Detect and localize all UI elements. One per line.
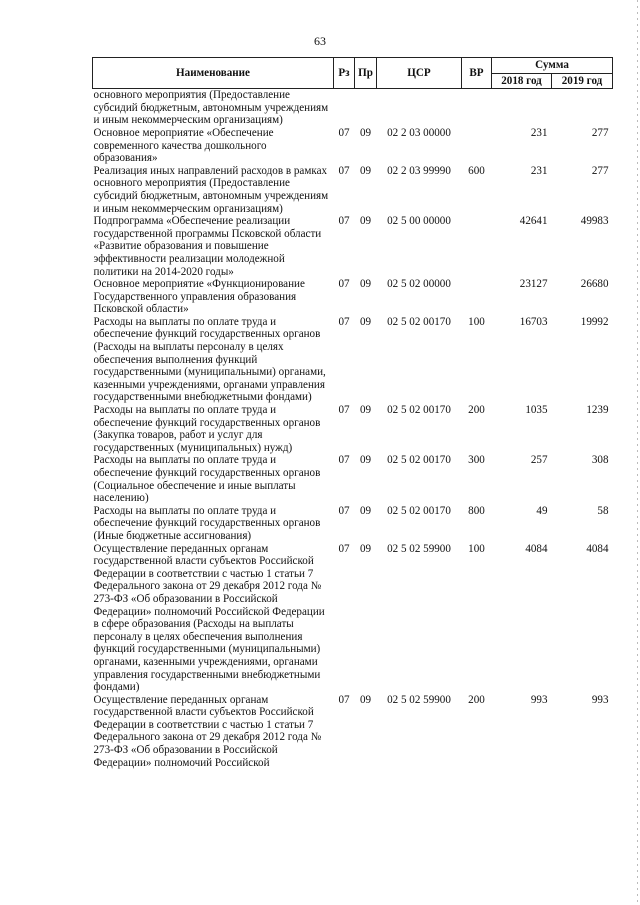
cell-2018: 4084: [525, 542, 548, 555]
header-csr: ЦСР: [377, 58, 462, 89]
cell-2018: 16703: [519, 315, 548, 328]
cell-vr: [462, 215, 492, 278]
header-2018: 2018 год: [492, 73, 552, 89]
table-row: [93, 454, 613, 504]
cell-name: Подпрограмма «Обеспечение реализации государственной программы Псковской области «Развитие образования и повышение эффективности реализации молодежной политики на 2014-2020 годы»: [93, 215, 322, 278]
cell-2018: 23127: [519, 278, 548, 291]
table-row: [93, 694, 613, 770]
cell-name: Расходы на выплаты по оплате труда и обеспечение функций государственных органов (Закупка товаров, работ и услуг для государственных (муниципальных) нужд): [93, 404, 321, 454]
cell-2019: 19992: [580, 315, 609, 328]
header-vr: ВР: [462, 58, 492, 89]
page-number: 63: [314, 34, 326, 48]
table-row: [93, 127, 613, 165]
cell-csr: 02 5 02 00170: [387, 454, 451, 467]
cell-pr: 09: [359, 278, 372, 291]
header-2019: 2019 год: [552, 73, 613, 89]
cell-rz: 07: [338, 454, 350, 467]
cell-rz: 07: [338, 504, 350, 517]
cell-rz: 07: [338, 278, 350, 291]
cell-vr: 100: [468, 315, 485, 328]
cell-2019: 1239: [586, 404, 609, 417]
header-rz: Рз: [334, 58, 355, 89]
cell-csr: 02 5 00 00000: [387, 215, 451, 228]
cell-csr: 02 5 02 00000: [387, 278, 451, 291]
cell-pr: 09: [359, 504, 372, 517]
table-header: [93, 58, 613, 89]
header-sum: Сумма: [492, 58, 613, 74]
cell-vr: [462, 278, 492, 316]
cell-2019: 49983: [580, 215, 609, 228]
table-row: [93, 215, 613, 278]
cell-2019: [552, 89, 613, 127]
cell-vr: 600: [468, 164, 485, 177]
cell-pr: 09: [359, 454, 372, 467]
cell-2018: 42641: [519, 215, 548, 228]
cell-2019: 277: [591, 164, 609, 177]
cell-name: Основное мероприятие «Обеспечение современного качества дошкольного образования»: [93, 126, 274, 165]
cell-name: Расходы на выплаты по оплате труда и обеспечение функций государственных органов (Расходы на выплаты персоналу в целях обеспечения выполнения функций государственными (муниципальными) органами, казенными учреждениями, органами управления государственными внебюджетными фондами): [93, 315, 326, 404]
cell-name: Расходы на выплаты по оплате труда и обеспечение функций государственных органов (Социальное обеспечение и иные выплаты населению): [93, 454, 321, 505]
cell-2018: 231: [530, 126, 548, 139]
cell-name: основного мероприятия (Предоставление субсидий бюджетным, автономным учреждениям и иным некоммерческим организациям): [93, 89, 329, 127]
cell-pr: 09: [359, 164, 372, 177]
cell-2018: 49: [536, 504, 548, 517]
cell-csr: 02 5 02 00170: [387, 315, 451, 328]
cell-2018: 231: [530, 164, 548, 177]
cell-rz: 07: [338, 693, 350, 706]
cell-csr: 02 5 02 00170: [387, 404, 451, 417]
table-row: [93, 404, 613, 454]
cell-2019: 26680: [580, 278, 609, 291]
cell-2019: 993: [591, 693, 609, 706]
cell-csr: 02 5 02 00170: [387, 504, 451, 517]
cell-pr: 09: [359, 215, 372, 228]
cell-2019: 58: [597, 504, 609, 517]
table-row: [93, 543, 613, 694]
cell-pr: 09: [359, 404, 372, 417]
cell-rz: 07: [338, 164, 350, 177]
cell-pr: 09: [359, 542, 372, 555]
cell-pr: 09: [359, 693, 372, 706]
table-row: [93, 316, 613, 404]
cell-vr: [462, 89, 492, 127]
cell-rz: 07: [338, 404, 350, 417]
cell-2019: 4084: [586, 542, 609, 555]
cell-2018: 1035: [525, 404, 548, 417]
cell-csr: 02 2 03 99990: [387, 164, 451, 177]
cell-rz: 07: [338, 315, 350, 328]
cell-pr: [355, 89, 377, 127]
cell-rz: 07: [338, 126, 350, 139]
cell-rz: 07: [338, 215, 350, 228]
cell-vr: 300: [468, 454, 485, 467]
cell-pr: 09: [359, 126, 372, 139]
cell-name: Осуществление переданных органам государственной власти субъектов Российской Федерации в соответствии с частью 1 статьи 7 Федерального закона от 29 декабря 2012 года № 273-ФЗ «Об образовании в Российской Федерации» полномочий Российской Федерации в сфере образования (Расходы на выплаты персоналу в целях обеспечения выполнения функций государственными (муниципальными) органами, казенными учреждениями, органами управления государственными внебюджетными фондами): [93, 542, 325, 694]
page-edge-marks: [637, 0, 638, 905]
cell-2018: 257: [530, 454, 548, 467]
cell-name: Реализация иных направлений расходов в рамках основного мероприятия (Предоставление субсидий бюджетным, автономным учреждениям и иным некоммерческим организациям): [93, 164, 329, 215]
table-row: [93, 278, 613, 316]
cell-vr: 800: [468, 504, 485, 517]
cell-vr: [462, 127, 492, 165]
cell-name: Расходы на выплаты по оплате труда и обеспечение функций государственных органов (Иные бюджетные ассигнования): [93, 504, 321, 542]
cell-vr: 200: [468, 693, 485, 706]
cell-2019: 308: [591, 454, 609, 467]
cell-2018: [492, 89, 552, 127]
table-row: [93, 89, 613, 127]
header-pr: Пр: [355, 58, 377, 89]
budget-table: [92, 57, 613, 769]
cell-vr: 100: [468, 542, 485, 555]
cell-pr: 09: [359, 315, 372, 328]
table-row: [93, 165, 613, 215]
cell-csr: 02 2 03 00000: [387, 126, 451, 139]
cell-name: Осуществление переданных органам государственной власти субъектов Российской Федерации в соответствии с частью 1 статьи 7 Федерального закона от 29 декабря 2012 года № 273-ФЗ «Об образовании в Российской Федерации» полномочий Российской: [93, 693, 322, 769]
cell-csr: [377, 89, 462, 127]
header-name: Наименование: [93, 58, 334, 89]
cell-vr: 200: [468, 404, 485, 417]
cell-2019: 277: [591, 126, 609, 139]
cell-rz: 07: [338, 542, 350, 555]
table-body: [93, 89, 613, 770]
cell-2018: 993: [530, 693, 548, 706]
cell-rz: [334, 89, 355, 127]
table-row: [93, 505, 613, 543]
cell-csr: 02 5 02 59900: [387, 542, 451, 555]
cell-csr: 02 5 02 59900: [387, 693, 451, 706]
cell-name: Основное мероприятие «Функционирование Государственного управления образования Псковской области»: [93, 278, 305, 316]
